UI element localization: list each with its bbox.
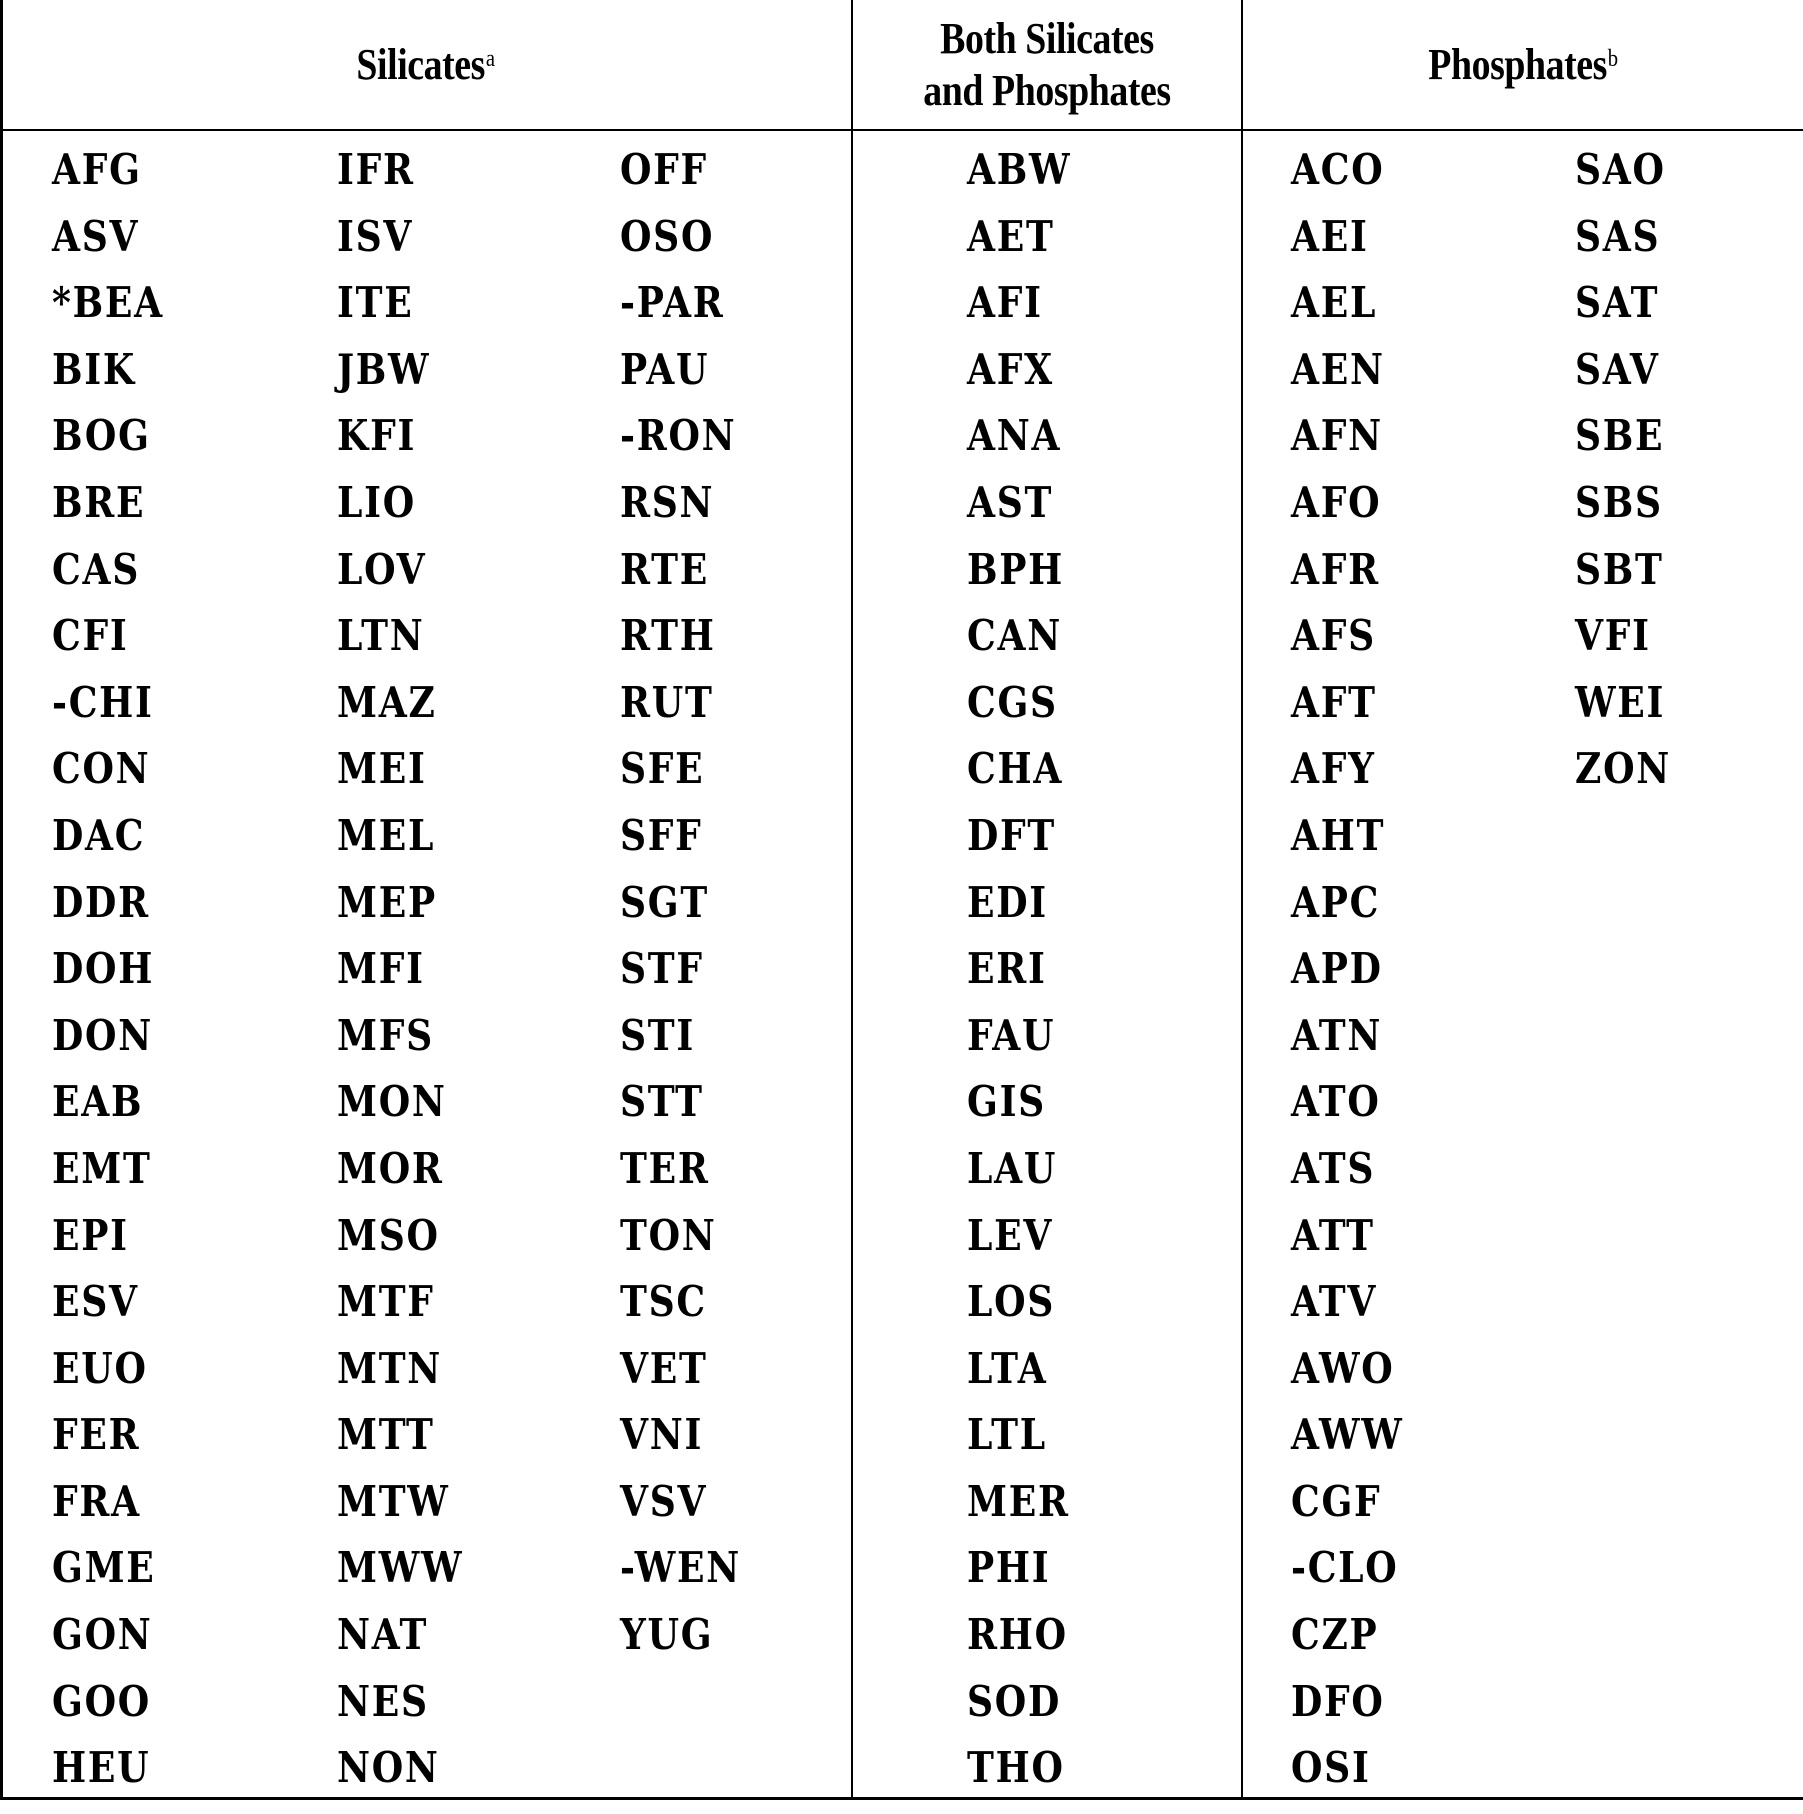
framework-code: MAZ	[337, 677, 437, 727]
framework-code: BPH	[967, 544, 1064, 594]
framework-code: AST	[967, 477, 1054, 527]
column-divider-silicates-both	[851, 0, 853, 1800]
header-divider	[0, 129, 1803, 131]
framework-code: ISV	[337, 211, 414, 261]
silicates-column-2	[337, 140, 484, 1805]
framework-code: LOV	[337, 544, 427, 594]
framework-code: -WEN	[620, 1543, 742, 1593]
framework-code: GOO	[52, 1676, 151, 1726]
framework-code: SFE	[620, 744, 705, 794]
framework-code: ATV	[1291, 1277, 1378, 1327]
framework-code: KFI	[337, 411, 417, 461]
framework-code: CZP	[1291, 1610, 1379, 1660]
framework-code: ZON	[1575, 744, 1672, 794]
framework-code: AET	[967, 211, 1055, 261]
framework-code: LTL	[967, 1410, 1047, 1460]
framework-code: ATN	[1291, 1010, 1383, 1060]
framework-code: CFI	[52, 611, 129, 661]
framework-code: SAS	[1575, 211, 1661, 261]
framework-code: NON	[337, 1743, 440, 1793]
framework-code: -CHI	[52, 677, 154, 727]
framework-code: PAU	[620, 344, 710, 394]
both-column-1	[967, 140, 1088, 1805]
framework-code: EAB	[52, 1077, 144, 1127]
framework-code: SAO	[1575, 145, 1666, 194]
header-phosphates	[1282, 0, 1764, 129]
framework-code: AHT	[1291, 810, 1386, 860]
framework-code: RTH	[620, 611, 716, 661]
footnote-marker-a: a	[485, 45, 495, 72]
silicates-column-3	[620, 140, 761, 1672]
phosphates-column-1	[1291, 140, 1422, 1805]
framework-code: DDR	[52, 877, 150, 927]
framework-code: NES	[337, 1676, 429, 1726]
framework-code: TON	[620, 1210, 717, 1260]
phosphates-column-2	[1575, 140, 1687, 806]
framework-code: AFN	[1291, 411, 1383, 461]
framework-code: EMT	[52, 1143, 152, 1193]
framework-code: MON	[337, 1077, 447, 1127]
framework-code: AWW	[1291, 1410, 1404, 1460]
framework-code: YUG	[620, 1610, 714, 1660]
framework-code: LEV	[967, 1210, 1054, 1260]
framework-code: EPI	[52, 1210, 129, 1260]
framework-code: AFS	[1291, 611, 1376, 661]
framework-code: ESV	[52, 1277, 139, 1327]
framework-code: STI	[620, 1010, 696, 1060]
framework-code: ASV	[52, 211, 140, 261]
framework-code: THO	[967, 1743, 1065, 1793]
framework-code: *BEA	[52, 278, 164, 328]
framework-code: RHO	[967, 1610, 1068, 1660]
framework-code: TER	[620, 1143, 710, 1193]
framework-code: BIK	[52, 344, 136, 394]
framework-code: VSV	[620, 1476, 708, 1526]
framework-code: NAT	[337, 1610, 429, 1660]
framework-code: IFR	[337, 145, 415, 194]
framework-code: ATT	[1291, 1210, 1375, 1260]
framework-code: OFF	[620, 145, 708, 194]
framework-code: SAT	[1575, 278, 1660, 328]
framework-code: EDI	[967, 877, 1048, 927]
framework-code: AFY	[1291, 744, 1376, 794]
framework-code: DAC	[52, 810, 146, 860]
framework-code: AFT	[1291, 677, 1377, 727]
header-both-line1: Both Silicates	[940, 13, 1154, 63]
header-silicates-label: Silicates	[356, 39, 485, 89]
footnote-marker-b: b	[1607, 45, 1618, 72]
framework-code: MSO	[337, 1210, 440, 1260]
header-phosphates-label: Phosphates	[1428, 39, 1607, 89]
framework-code: MTT	[337, 1410, 435, 1460]
framework-code: OSO	[620, 211, 715, 261]
framework-code: GIS	[967, 1077, 1046, 1127]
framework-code: ITE	[337, 278, 414, 328]
framework-code: ACO	[1291, 145, 1385, 194]
framework-code: CAN	[967, 611, 1062, 661]
framework-code: CON	[52, 744, 151, 794]
framework-code: SFF	[620, 810, 703, 860]
framework-code: LOS	[967, 1277, 1056, 1327]
framework-code: STF	[620, 944, 704, 994]
framework-code: CGF	[1291, 1476, 1382, 1526]
framework-code: HEU	[52, 1743, 151, 1793]
framework-code: FRA	[52, 1476, 141, 1526]
framework-code: MEP	[337, 877, 437, 927]
framework-code: LTN	[337, 611, 425, 661]
framework-code: AFR	[1291, 544, 1380, 594]
framework-code: FAU	[967, 1010, 1056, 1060]
framework-code: DON	[52, 1010, 153, 1060]
framework-code: VFI	[1575, 611, 1651, 661]
framework-code: AEN	[1291, 344, 1385, 394]
framework-code: JBW	[337, 344, 431, 394]
framework-code: -RON	[620, 411, 737, 461]
framework-code: AFG	[52, 145, 142, 194]
framework-code: LTA	[967, 1343, 1048, 1393]
framework-code: -CLO	[1291, 1543, 1399, 1593]
framework-code: BOG	[52, 411, 151, 461]
framework-code: AWO	[1291, 1343, 1395, 1393]
framework-code: GME	[52, 1543, 156, 1593]
framework-code: MER	[967, 1476, 1070, 1526]
framework-code: ATO	[1291, 1077, 1381, 1127]
framework-code: -PAR	[620, 278, 725, 328]
framework-code: SAV	[1575, 344, 1660, 394]
framework-code: RUT	[620, 677, 714, 727]
framework-code: VNI	[620, 1410, 704, 1460]
framework-code: DFT	[967, 810, 1057, 860]
framework-code: OSI	[1291, 1743, 1371, 1793]
framework-code: WEI	[1575, 677, 1666, 727]
framework-code: MWW	[337, 1543, 464, 1593]
framework-code: ATS	[1291, 1143, 1376, 1193]
header-silicates	[60, 0, 792, 129]
framework-code: AFO	[1291, 477, 1382, 527]
framework-code: ABW	[967, 145, 1072, 194]
framework-code: MTW	[337, 1476, 450, 1526]
framework-code: SGT	[620, 877, 709, 927]
framework-code: MTN	[337, 1343, 443, 1393]
framework-code: APD	[1291, 944, 1383, 994]
framework-code: DFO	[1291, 1676, 1385, 1726]
framework-code: MEI	[337, 744, 427, 794]
framework-code: PHI	[967, 1543, 1051, 1593]
framework-code: SOD	[967, 1676, 1062, 1726]
framework-code: CGS	[967, 677, 1058, 727]
framework-code: SBS	[1575, 477, 1663, 527]
column-divider-both-phosphates	[1241, 0, 1243, 1800]
framework-code: STT	[620, 1077, 704, 1127]
framework-code: AEI	[1291, 211, 1369, 261]
framework-code: RTE	[620, 544, 709, 594]
header-both	[880, 0, 1214, 129]
framework-code: MEL	[337, 810, 436, 860]
framework-code: AFX	[967, 344, 1054, 394]
framework-code: ANA	[967, 411, 1062, 461]
framework-code: CHA	[967, 744, 1064, 794]
silicates-column-1	[52, 140, 182, 1805]
framework-code: CAS	[52, 544, 141, 594]
framework-code: DOH	[52, 944, 155, 994]
framework-code: SBT	[1575, 544, 1664, 594]
framework-code: LAU	[967, 1143, 1058, 1193]
framework-code: EUO	[52, 1343, 148, 1393]
framework-code: VET	[620, 1343, 708, 1393]
framework-code: BRE	[52, 477, 146, 527]
framework-code: MFS	[337, 1010, 434, 1060]
framework-code: ERI	[967, 944, 1047, 994]
framework-code: MTF	[337, 1277, 435, 1327]
framework-code: FER	[52, 1410, 141, 1460]
framework-code: MOR	[337, 1143, 444, 1193]
framework-code: TSC	[620, 1277, 707, 1327]
framework-code: AEL	[1291, 278, 1378, 328]
framework-code: MFI	[337, 944, 425, 994]
header-both-line2: and Phosphates	[923, 65, 1171, 115]
framework-code: RSN	[620, 477, 715, 527]
framework-code: SBE	[1575, 411, 1665, 461]
framework-code: GON	[52, 1610, 153, 1660]
framework-code: APC	[1291, 877, 1381, 927]
framework-code: LIO	[337, 477, 416, 527]
framework-code: AFI	[967, 278, 1043, 328]
